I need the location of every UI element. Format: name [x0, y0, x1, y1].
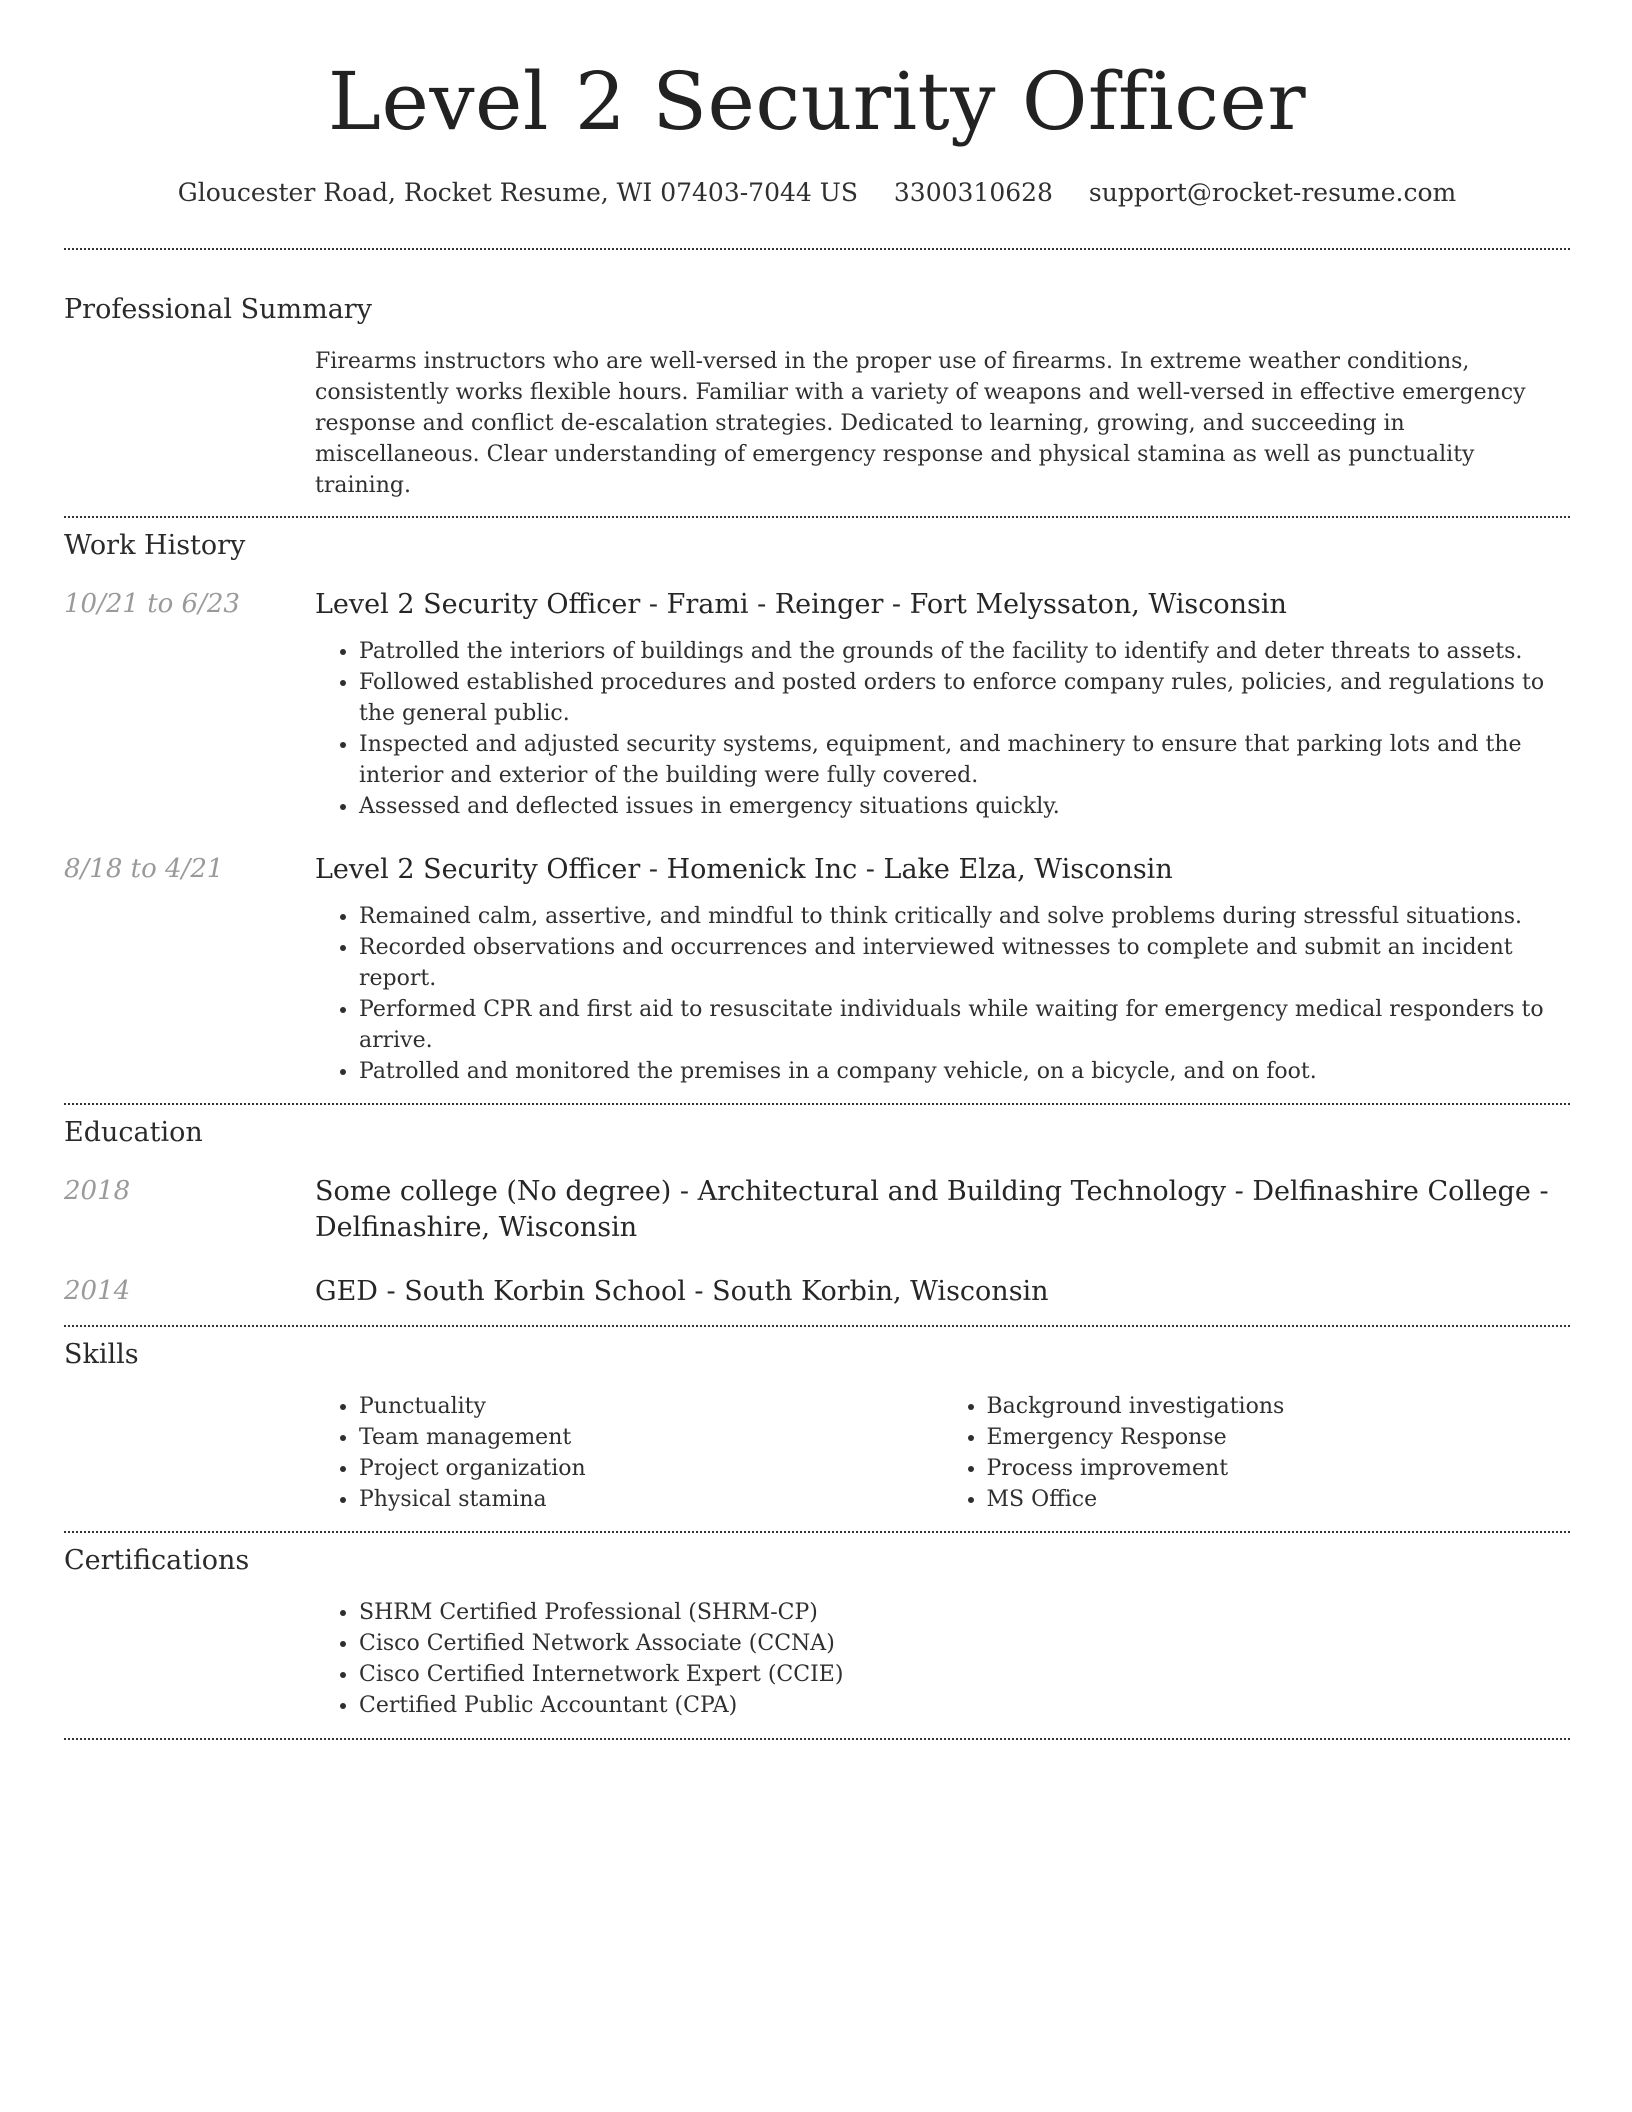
- resume-page: [64, 0, 1570, 1740]
- resume-title: Level 2 Security Officer: [327, 55, 1307, 148]
- summary-section: [64, 293, 1570, 501]
- divider: [64, 248, 1570, 250]
- job-dates: 10/21 to 6/23: [64, 589, 240, 619]
- list-item: • SHRM Certified Professional (SHRM-CP): [359, 1597, 1570, 1628]
- job-entry: [64, 852, 1570, 1087]
- education-year: 2014: [64, 1276, 131, 1306]
- certifications-section: [64, 1544, 1570, 1721]
- contact-phone: 3300310628: [893, 178, 1053, 207]
- skills-list-left: [315, 1391, 943, 1515]
- list-item: • Cisco Certified Network Associate (CCNA): [359, 1628, 1570, 1659]
- section-heading: Certifications: [64, 1545, 250, 1576]
- list-item: • Certified Public Accountant (CPA): [359, 1690, 1570, 1721]
- list-item: • Physical stamina: [359, 1484, 943, 1515]
- divider: [64, 1325, 1570, 1327]
- job-bullets: [315, 636, 1570, 822]
- list-item: • Emergency Response: [987, 1422, 1571, 1453]
- contact-line: [64, 176, 1570, 210]
- list-item: • Performed CPR and first aid to resuscitate individuals while waiting for emergency medical responders to arrive.: [359, 994, 1570, 1056]
- contact-email[interactable]: support@rocket-resume.com: [1088, 178, 1457, 207]
- summary-text: Firearms instructors who are well-versed in the proper use of firearms. In extreme weather conditions, consistently works flexible hours. Familiar with a variety of weapons and well-versed in effective emergency response and conflict de-escalation strategies. Dedicated to learning, growing, and succeeding in miscellaneous. Clear understanding of emergency response and physical stamina as well as punctuality training.: [315, 349, 1526, 498]
- list-item: • Remained calm, assertive, and mindful to think critically and solve problems during stressful situations.: [359, 901, 1570, 932]
- divider: [64, 1531, 1570, 1533]
- job-title: Level 2 Security Officer - Homenick Inc - Lake Elza, Wisconsin: [315, 854, 1173, 885]
- list-item: • Project organization: [359, 1453, 943, 1484]
- education-entry: [64, 1174, 1570, 1246]
- list-item: • Recorded observations and occurrences and interviewed witnesses to complete and submit an incident report.: [359, 932, 1570, 994]
- work-section: [64, 529, 1570, 1087]
- section-heading: Education: [64, 1117, 203, 1148]
- job-title: Level 2 Security Officer - Frami - Reinger - Fort Melyssaton, Wisconsin: [315, 589, 1287, 620]
- section-heading: Work History: [64, 530, 246, 561]
- skills-list-right: [943, 1391, 1571, 1515]
- list-item: • Team management: [359, 1422, 943, 1453]
- education-entry: [64, 1274, 1570, 1310]
- list-item: • Background investigations: [987, 1391, 1571, 1422]
- section-heading: Professional Summary: [64, 294, 372, 325]
- education-text: Some college (No degree) - Architectural and Building Technology - Delfinashire College - Delfinashire, Wisconsin: [315, 1176, 1549, 1243]
- list-item: • Inspected and adjusted security systems, equipment, and machinery to ensure that parking lots and the interior and exterior of the building were fully covered.: [359, 729, 1570, 791]
- certifications-list: [315, 1597, 1570, 1721]
- list-item: • Patrolled and monitored the premises in a company vehicle, on a bicycle, and on foot.: [359, 1056, 1570, 1087]
- education-text: GED - South Korbin School - South Korbin, Wisconsin: [315, 1276, 1049, 1307]
- contact-address: Gloucester Road, Rocket Resume, WI 07403-7044 US: [177, 178, 858, 207]
- list-item: • Process improvement: [987, 1453, 1571, 1484]
- divider: [64, 1103, 1570, 1105]
- list-item: • Followed established procedures and posted orders to enforce company rules, policies, and regulations to the general public.: [359, 667, 1570, 729]
- job-entry: [64, 587, 1570, 822]
- divider: [64, 516, 1570, 518]
- divider: [64, 1738, 1570, 1740]
- education-section: [64, 1116, 1570, 1310]
- job-bullets: [315, 901, 1570, 1087]
- list-item: • Punctuality: [359, 1391, 943, 1422]
- skills-section: [64, 1338, 1570, 1515]
- list-item: • Assessed and deflected issues in emergency situations quickly.: [359, 791, 1570, 822]
- job-dates: 8/18 to 4/21: [64, 854, 224, 884]
- list-item: • Patrolled the interiors of buildings and the grounds of the facility to identify and deter threats to assets.: [359, 636, 1570, 667]
- list-item: • MS Office: [987, 1484, 1571, 1515]
- education-year: 2018: [64, 1176, 131, 1206]
- section-heading: Skills: [64, 1339, 139, 1370]
- list-item: • Cisco Certified Internetwork Expert (CCIE): [359, 1659, 1570, 1690]
